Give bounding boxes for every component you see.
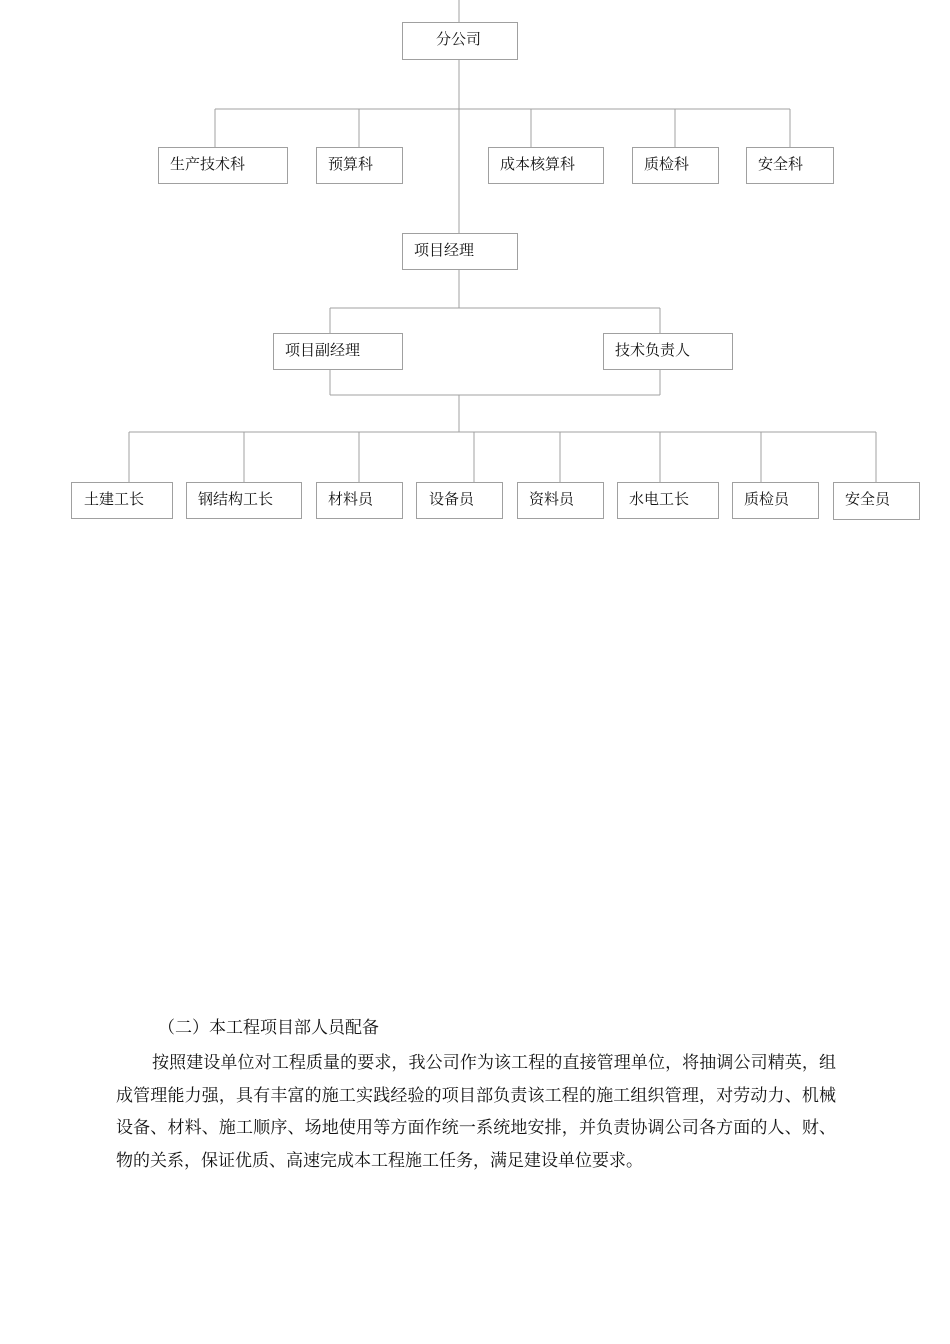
org-node-staff bbox=[317, 483, 403, 519]
org-node-label: 质检科 bbox=[644, 155, 690, 173]
org-node-label: 安全科 bbox=[758, 155, 804, 173]
org-node-label: 资料员 bbox=[529, 490, 575, 508]
org-node-department bbox=[489, 148, 604, 184]
org-node-label: 钢结构工长 bbox=[198, 490, 274, 508]
org-node-staff bbox=[518, 483, 604, 519]
org-node-label: 成本核算科 bbox=[500, 155, 576, 173]
org-node-label: 土建工长 bbox=[84, 490, 145, 508]
org-node-label: 预算科 bbox=[328, 155, 374, 173]
body-paragraph: 按照建设单位对工程质量的要求，我公司作为该工程的直接管理单位，将抽调公司精英，组成管理能力强，具有丰富的施工实践经验的项目部负责该工程的施工组织管理，对劳动力、机械设备、材料、施工顺序、场地使用等方面作统一系统地安排，并负责协调公司各方面的人、财、物的关系，保证优质、高速完成本工程施工任务，满足建设单位要求。 bbox=[116, 1053, 836, 1171]
org-node-department bbox=[159, 148, 288, 184]
org-node-manager bbox=[403, 234, 518, 270]
org-chart bbox=[0, 0, 950, 560]
org-node-label: 设备员 bbox=[429, 490, 475, 508]
org-node-department bbox=[747, 148, 834, 184]
org-node-label: 材料员 bbox=[328, 490, 374, 508]
org-node-deputy bbox=[274, 334, 403, 370]
org-node-label: 项目副经理 bbox=[285, 341, 361, 359]
org-node-label: 分公司 bbox=[436, 30, 482, 48]
org-node-label: 技术负责人 bbox=[615, 341, 691, 359]
org-node-department bbox=[633, 148, 719, 184]
org-node-label: 水电工长 bbox=[629, 490, 690, 508]
org-node-label: 质检员 bbox=[744, 490, 790, 508]
org-node-deputy bbox=[604, 334, 733, 370]
org-node-root bbox=[403, 23, 518, 60]
org-node-staff bbox=[187, 483, 302, 519]
org-node-department bbox=[317, 148, 403, 184]
org-node-staff bbox=[618, 483, 719, 519]
org-node-label: 生产技术科 bbox=[170, 155, 246, 173]
org-node-staff bbox=[72, 483, 173, 519]
org-node-label: 安全员 bbox=[845, 490, 891, 508]
org-node-label: 项目经理 bbox=[414, 241, 475, 259]
org-node-staff bbox=[417, 483, 503, 519]
section-heading: （二）本工程项目部人员配备 bbox=[158, 1018, 379, 1038]
org-node-staff bbox=[733, 483, 819, 519]
org-node-staff bbox=[834, 483, 920, 520]
